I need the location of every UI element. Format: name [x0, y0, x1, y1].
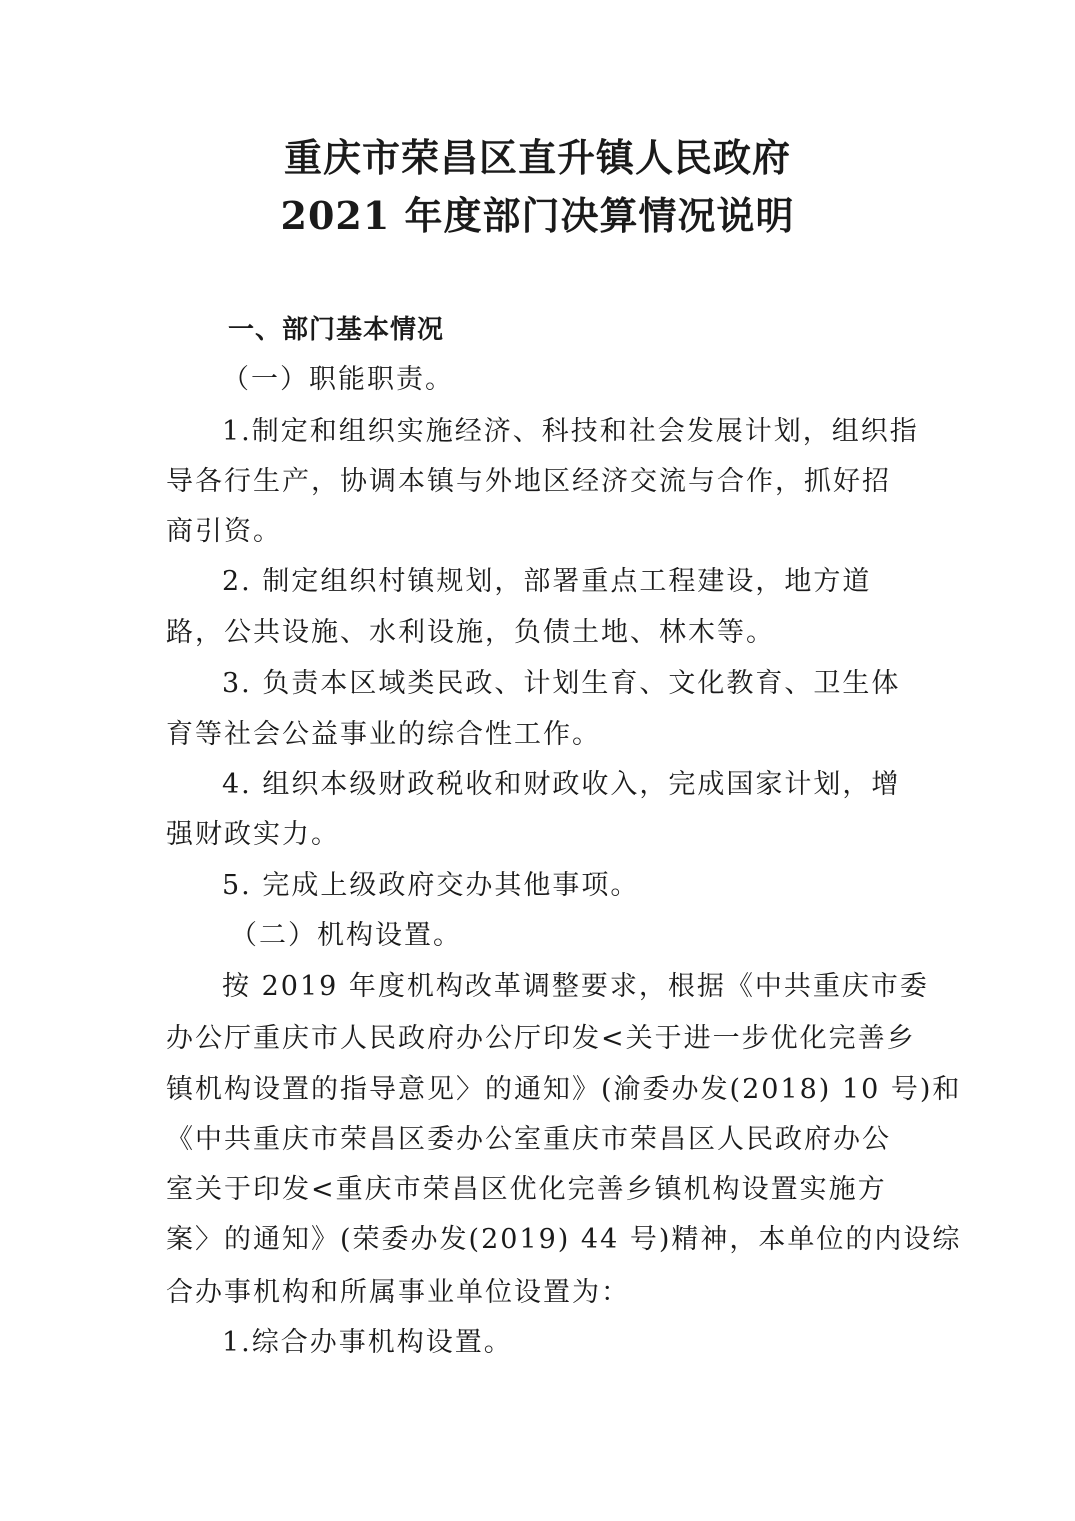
- org-paragraph-line-3: 镇机构设置的指导意见〉的通知》(渝委办发(2018) 10 号)和: [166, 1074, 962, 1105]
- org-item-1: 1.综合办事机构设置。: [222, 1327, 513, 1358]
- duty-2-line-1: 2. 制定组织村镇规划，部署重点工程建设，地方道: [222, 566, 872, 597]
- org-paragraph-line-7: 合办事机构和所属事业单位设置为：: [166, 1277, 630, 1308]
- duty-3-line-1: 3. 负责本区域类民政、计划生育、文化教育、卫生体: [222, 668, 901, 699]
- org-paragraph-line-6: 案〉的通知》(荣委办发(2019) 44 号)精神，本单位的内设综: [166, 1224, 962, 1255]
- org-paragraph-line-5: 室关于印发<重庆市荣昌区优化完善乡镇机构设置实施方: [166, 1174, 887, 1205]
- document-title-line-2: 2021 年度部门决算情况说明: [280, 193, 795, 238]
- duty-1-line-2: 导各行生产，协调本镇与外地区经济交流与合作，抓好招: [166, 466, 891, 497]
- duty-4-line-2: 强财政实力。: [166, 819, 340, 850]
- document-title-line-1: 重庆市荣昌区直升镇人民政府: [283, 135, 791, 180]
- duty-3-line-2: 育等社会公益事业的综合性工作。: [166, 719, 601, 750]
- duty-4-line-1: 4. 组织本级财政税收和财政收入，完成国家计划，增: [222, 769, 901, 800]
- org-paragraph-line-1: 按 2019 年度机构改革调整要求，根据《中共重庆市委: [222, 971, 929, 1002]
- duty-1-line-3: 商引资。: [166, 516, 282, 547]
- org-paragraph-line-2: 办公厅重庆市人民政府办公厅印发<关于进一步优化完善乡: [166, 1023, 916, 1054]
- org-paragraph-line-4: 《中共重庆市荣昌区委办公室重庆市荣昌区人民政府办公: [166, 1124, 891, 1155]
- duty-5: 5. 完成上级政府交办其他事项。: [222, 870, 640, 901]
- section-heading: 一、部门基本情况: [228, 315, 445, 345]
- duty-2-line-2: 路，公共设施、水利设施，负债土地、林木等。: [166, 617, 775, 648]
- duty-1-line-1: 1.制定和组织实施经济、科技和社会发展计划，组织指: [222, 416, 919, 447]
- subsection-heading-organization: （二）机构设置。: [230, 920, 462, 951]
- subsection-heading-duties: （一）职能职责。: [222, 364, 454, 395]
